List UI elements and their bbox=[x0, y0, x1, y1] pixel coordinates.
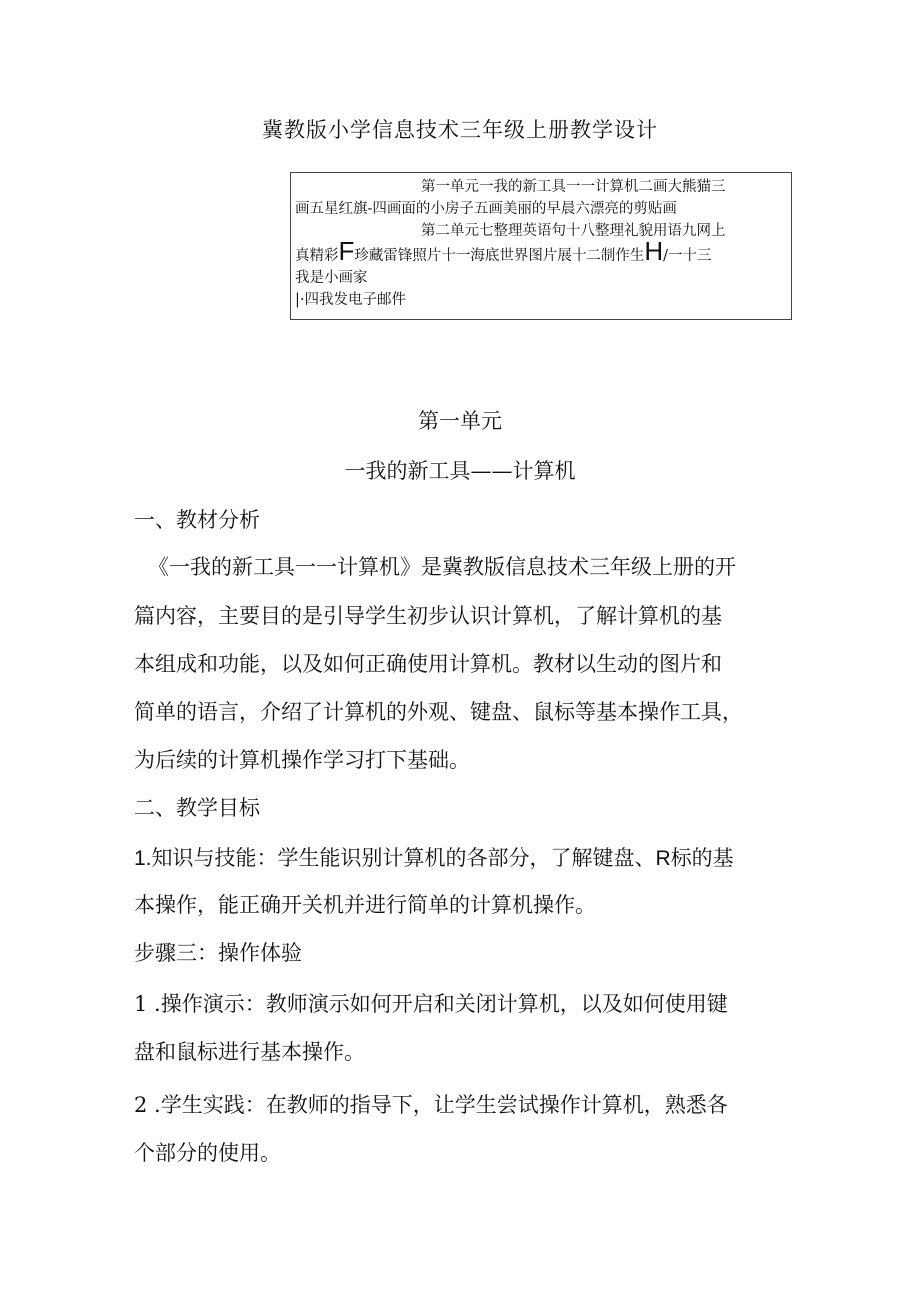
paragraph-line: 为后续的计算机操作学习打下基础。 bbox=[134, 748, 470, 772]
step-item: 个部分的使用。 bbox=[134, 1141, 281, 1165]
step-item: 1 .操作演示：教师演示如何开启和关闭计算机，以及如何使用键 bbox=[134, 992, 728, 1016]
goal-text: 知识与技能：学生能识别计算机的各部分，了解键盘、 bbox=[151, 846, 656, 870]
goal-number: 1. bbox=[134, 847, 152, 870]
unit-heading: 第一单元 bbox=[418, 409, 502, 433]
goal-letter: R bbox=[655, 847, 671, 870]
step-item: 盘和鼠标进行基本操作。 bbox=[134, 1040, 365, 1064]
toc-line: 第一单元一我的新工具一一计算机二画大熊猫三 bbox=[421, 179, 726, 195]
step-item: 2 .学生实践：在教师的指导下，让学生尝试操作计算机，熟悉各 bbox=[134, 1093, 728, 1117]
toc-line: 画五星红旗-四画面的小房子五画美丽的早晨六漂亮的剪贴画 bbox=[295, 201, 677, 217]
paragraph-line: 本组成和功能，以及如何正确使用计算机。教材以生动的图片和 bbox=[134, 652, 722, 676]
toc-line: 第二单元七整理英语句十八整理礼貌用语九网上 bbox=[421, 223, 726, 239]
toc-line bbox=[295, 242, 787, 267]
paragraph-line: 《一我的新工具一一计算机》是冀教版信息技术三年级上册的开 bbox=[148, 555, 736, 579]
document-title: 冀教版小学信息技术三年级上册教学设计 bbox=[262, 118, 658, 142]
toc-line: |·四我发电子邮件 bbox=[295, 292, 406, 308]
lesson-heading: 一我的新工具——计算机 bbox=[344, 459, 576, 483]
toc-line: 我是小画家 bbox=[295, 270, 368, 286]
paragraph-line: 篇内容，主要目的是引导学生初步认识计算机，了解计算机的基 bbox=[134, 604, 722, 628]
toc-text: 真精彩 bbox=[295, 248, 339, 264]
toc-text: 珍藏雷锋照片十一海底世界图片展十二制作生 bbox=[354, 248, 645, 264]
step-heading: 步骤三：操作体验 bbox=[134, 941, 302, 965]
toc-glyph: F bbox=[338, 242, 355, 266]
section-heading: 二、教学目标 bbox=[134, 796, 260, 820]
table-of-contents bbox=[290, 172, 792, 320]
toc-glyph: H bbox=[644, 242, 664, 266]
goal-line bbox=[134, 842, 794, 872]
goal-line: 本操作，能正确开关机并进行简单的计算机操作。 bbox=[134, 893, 596, 917]
section-heading: 一、教材分析 bbox=[134, 508, 260, 532]
toc-text: /一十三 bbox=[663, 248, 712, 264]
goal-text: 标的基 bbox=[670, 846, 734, 870]
paragraph-line: 简单的语言，介绍了计算机的外观、键盘、鼠标等基本操作工具， bbox=[134, 700, 743, 724]
